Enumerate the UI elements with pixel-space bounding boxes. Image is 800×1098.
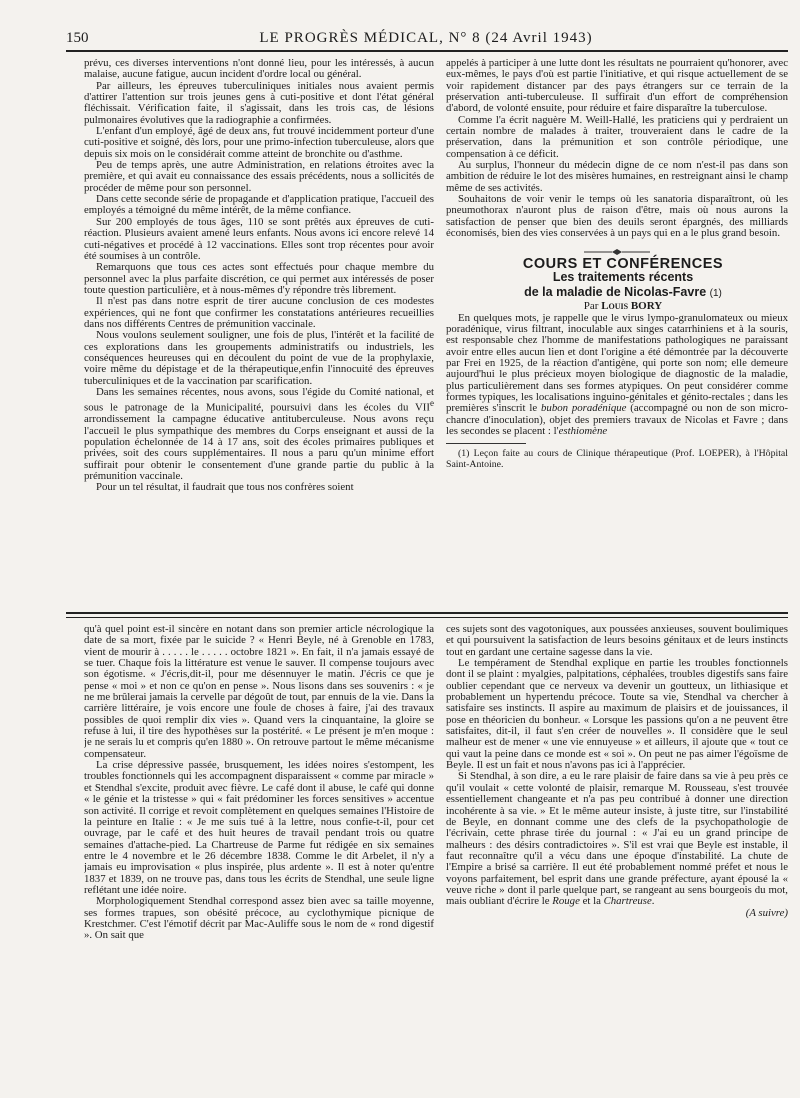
- top-left-column: [84, 58, 434, 612]
- paragraph: Souhaitons de voir venir le temps où les sanatoria disparaîtront, où les pneumothorax n'auront plus de raison d'être, mais où nous aurons la satisfaction de penser que bien des deuils seront épargnés, des milliards économisés, bien des vies conservées à un pays qui en a le plus grand besoin.: [446, 193, 788, 240]
- article-title-line-1: Les traitements récents: [552, 270, 694, 285]
- journal-title: LE PROGRÈS MÉDICAL, N° 8 (24 Avril 1943): [259, 30, 593, 46]
- paragraph: Dans cette seconde série de propagande et d'application pratique, l'accueil des employés a témoigné du même intérêt, de la même confiance.: [84, 193, 434, 217]
- article-title-line-2: de la maladie de Nicolas-Favre (1): [524, 285, 722, 300]
- byline: Par Louis BORY: [583, 300, 663, 313]
- header-rule: [66, 50, 788, 52]
- paragraph: En quelques mots, je rappelle que le virus lympo-granulomateux ou mieux poradénique, virus filtrant, inoculable aux singes catarrhiniens et à la souris, est responsable chez l'homme de manifestations pathologiques ne paraissant avoir entre elles aucun lien et dont l'origine a été démontrée par la découverte par Frei en 1925, de la réaction d'antigène, qui porte son nom; elle demeure aujourd'hui le plus précieux moyen biologique de diagnostic de la maladie, plus particulièrement dans ses formes atypiques. On peut considérer comme formes typiques, les localisations inguino-génitales et génito-rectales ; dans les premières s'inscrit le bubon poradénique (accompagné ou non de son micro-chancre d'inoculation), objet des premiers travaux de Nicolas et Favre ; dans les secondes se placent : l'esthiomène: [446, 311, 788, 437]
- paragraph: Au surplus, l'honneur du médecin digne de ce nom n'est-il pas dans son ambition de réduire le lot des misères humaines, en restreignant ainsi le champ même de ses activités.: [446, 159, 788, 194]
- footnote-rule: [446, 443, 526, 444]
- paragraph: Par ailleurs, les épreuves tuberculiniques initiales nous avaient permis d'attirer l'attention sur trois jeunes gens à cuti-positive et dont l'état général fléchissait. Vérification faite, il s'agissait, dans les trois cas, de lésions pulmonaires évolutives que la radiographie a confirmées.: [84, 79, 434, 126]
- paragraph: Pour un tel résultat, il faudrait que tous nos confrères soient: [96, 481, 354, 494]
- paragraph: Sur 200 employés de tous âges, 110 se sont prêtés aux épreuves de cuti-réaction. Plusieurs avaient amené leurs enfants. Nous avons ici encore relevé 14 cuti-négatives et procédé à 12 vaccinations. Elles sont trop récentes pour avoir été soumises à un contrôle.: [84, 215, 434, 262]
- paragraph: Il n'est pas dans notre esprit de tirer aucune conclusion de ces modestes expériences, qui ne font que confirmer les constatations antérieures recueillies dans nos différents Centres de prémunition vaccinale.: [84, 295, 434, 330]
- paragraph: Remarquons que tous ces actes sont effectués pour chaque membre du personnel avec la plus parfaite discrétion, ce qui permet aux intéressés de poser toute question particulière, et à nous-mêmes d'y répondre très librement.: [84, 261, 434, 296]
- section-title: COURS ET CONFÉRENCES: [522, 255, 724, 272]
- paragraph: L'enfant d'un employé, âgé de deux ans, fut trouvé incidemment porteur d'une cuti-positive et soigné, dès lors, pour une primo-infection tuberculeuse, alors que depuis six mois on le considérait comme atteint de bronchite ou d'asthme.: [84, 125, 434, 160]
- paragraph: prévu, ces diverses interventions n'ont donné lieu, pour les intéressés, à aucun malaise, aucune fatigue, aucun incident d'ordre local ou général.: [84, 58, 434, 81]
- paragraph: Morphologiquement Stendhal correspond assez bien avec sa taille moyenne, ses formes trapues, son obésité précoce, au cyclothymique picnique de Krestchmer. C'est l'émotif décrit par Mac-Auliffe sous le nom de « rond digestif ». On sait que: [84, 895, 434, 942]
- paragraph: Nous voulons seulement souligner, une fois de plus, l'intérêt et la facilité de ces explorations dans les groupements administratifs ou industriels, les conséquences heureuses qui en découlent du point de vue de la prophylaxie, voire même du dépistage et de la thérapeutique,enfin l'innocuité des épreuves tuberculiniques et de la vaccination par scarification.: [84, 329, 434, 387]
- paragraph: La crise dépressive passée, brusquement, les idées noires s'estompent, les troubles fonctionnels qui les accompagnent disparaissent « comme par miracle » et Stendhal s'excite, produit avec fièvre. Le café dont il abuse, le café qui donne « le génie et la tristesse » qui « fait prédominer les forces sensitives » accentue son activité. Il corrige et revoit complètement en quelques semaines l'Histoire de la peinture en Italie : « Je me suis tué à la lettre, nous confie-t-il, pour cet ouvrage, par le café et des huit heures de travail pendant trois ou quatre semaines d'attache-pied. La Chartreuse de Parme fut rédigée en six semaines entre le 4 novembre et le 26 décembre 1838. Comme le dit Arbelet, il n'y a jamais eu improvisation « plus inspirée, plus ardente ». Il est à noter qu'entre 1837 et 1839, on ne trouve pas, dans tous les écrits de Stendhal, une seule ligne reflétant une idée noire.: [84, 759, 434, 896]
- to-be-continued: (A suivre): [745, 906, 788, 919]
- author-name: Louis BORY: [601, 300, 663, 313]
- paragraph: Si Stendhal, à son dire, a eu le rare plaisir de faire dans sa vie à peu près ce qu'il voulait « cette volonté de plaisir, remarque M. Rousseau, s'est trouvée essentiellement changeante et n'a pas peu contribué à donner une direction incohérente à sa vie. » Et le même auteur insiste, à juste titre, sur l'instabilité de Beyle, en donnant comme une des clefs de la psychopathologie de l'écrivain, cette phrase tirée du journal : « J'ai eu un grand principe de malheurs : des désirs contradictoires ». S'il est vrai que Beyle est instable, il faut reconnaître qu'il a vécu dans une époque d'instabilité. La chute de l'Empire a brisé sa carrière. Il eut été probablement nommé préfet et nous le voyons parfaitement, bel esprit dans une grande préfecture, ayant épousé la « veuve riche » dont il parle quelque part, se rangeant au sens bourgeois du mot, mais oubliant d'écrire le Rouge et la Chartreuse.: [446, 770, 788, 908]
- article-note-marker: (1): [709, 288, 722, 300]
- paragraph: Le tempérament de Stendhal explique en partie les troubles fonctionnels dont il se plaint : myalgies, palpitations, céphalées, troubles digestifs sans faire oublier cependant que ce nerveux va devenir un goutteux, un lithiasique et probablement un hypertendu précoce. Toute sa vie, Stendhal va chercher à satisfaire ses instincts. Il aspire au maximum de plaisirs et de jouissances, il pose en théoricien du bonheur. « Lorsque les passions qu'on a ne peuvent être satisfaites, dit-il, il faut s'en créer de nouvelles ». Il considère que le seul malheur est de mener « une vie ennuyeuse » et ailleurs, il ajoute que « tout ce qui vaut la peine dans ce monde est « soi ». On peut ne pas aimer l'égoïsme de Beyle. Il est un fait et nous n'avons pas ici à l'apprécier.: [446, 657, 788, 772]
- paragraph: Peu de temps après, une autre Administration, en relations étroites avec la première, et qui avait eu connaissance des essais précédents, nous a sollicités de procéder de même pour son personnel.: [84, 159, 434, 194]
- page-number: 150: [66, 30, 89, 46]
- paragraph: Dans les semaines récentes, nous avons, sous l'égide du Comité national, et sous le patronage de la Municipalité, poursuivi dans les écoles du VIIe arrondissement la campagne éducative antituberculeuse. Nous avons reçu l'accueil le plus sympathique des membres du Corps enseignant et aussi de la population échelonnée de 14 à 17 ans, soit des écoles primaires publiques et privées, soit des cours supplémentaires. Il nous a paru qu'un minime effort suffirait pour obtenir le consentement d'une grande partie du public à la prémunition vaccinale.: [84, 385, 434, 482]
- footnote: (1) Leçon faite au cours de Clinique thérapeutique (Prof. LOEPER), à l'Hôpital Saint-Antoine.: [446, 448, 788, 471]
- paragraph: qu'à quel point est-il sincère en notant dans son premier article nécrologique la date de sa mort, fixée par le suicide ? « Henri Beyle, né à Grenoble en 1783, vient de mourir à . . . . . le . . . . . octobre 1821 ». En fait, il n'a jamais essayé de se tuer. Chaque fois la littérature est venue le sauver. Il compense toujours avec son égotisme. « J'écris,dit-il, pour me désennuyer le matin. J'écris ce que je pense « moi » et non ce qu'on en pense ». Nous lisons dans ses souvenirs : « je ne me brûlerai jamais la cervelle par dégoût de tout, par ennuis de la vie. Dans la carrière littéraire, je vois encore une foule de choses à faire, j'ai des travaux possibles de quoi remplir dix vies ». Quand vers la cinquantaine, la gloire se refuse à lui, il tire des hypothèses sur la postérité. « Le présent je m'en moque : je ne serais lu et compris qu'en 1880 ». On retrouve partout le même mécanisme compensateur.: [84, 624, 434, 760]
- section-divider-rule: [66, 612, 788, 614]
- bottom-right-column: [446, 624, 788, 1084]
- bottom-left-column: [84, 624, 434, 1064]
- paragraph: appelés à participer à une lutte dont les résultats ne pourraient qu'honorer, avec eux-mêmes, le pays d'où est partie l'initiative, et qui risque actuellement de se voir rapidement distancer par des pays étrangers sur ce terrain de la préservation anti-tuberculeuse. Il suffirait d'un effort de compréhension d'abord, de volonté ensuite, pour réduire et faire disparaître la tuberculose.: [446, 58, 788, 115]
- page-header: [66, 30, 786, 48]
- top-right-column: [446, 58, 788, 618]
- paragraph: ces sujets sont des vagotoniques, aux poussées anxieuses, souvent boulimiques et qui poursuivent la satisfaction de leurs besoins génitaux et de leurs instincts tout en gardant une certaine sagesse dans la vie.: [446, 624, 788, 658]
- paragraph: Comme l'a écrit naguère M. Weill-Hallé, les praticiens qui y perdraient un certain nombre de malades à traiter, trouveraient dans le cadre de la préservation, dans la prémunition et son contrôle périodique, une compensation à ce déficit.: [446, 113, 788, 160]
- section-divider-rule-thin: [66, 617, 788, 618]
